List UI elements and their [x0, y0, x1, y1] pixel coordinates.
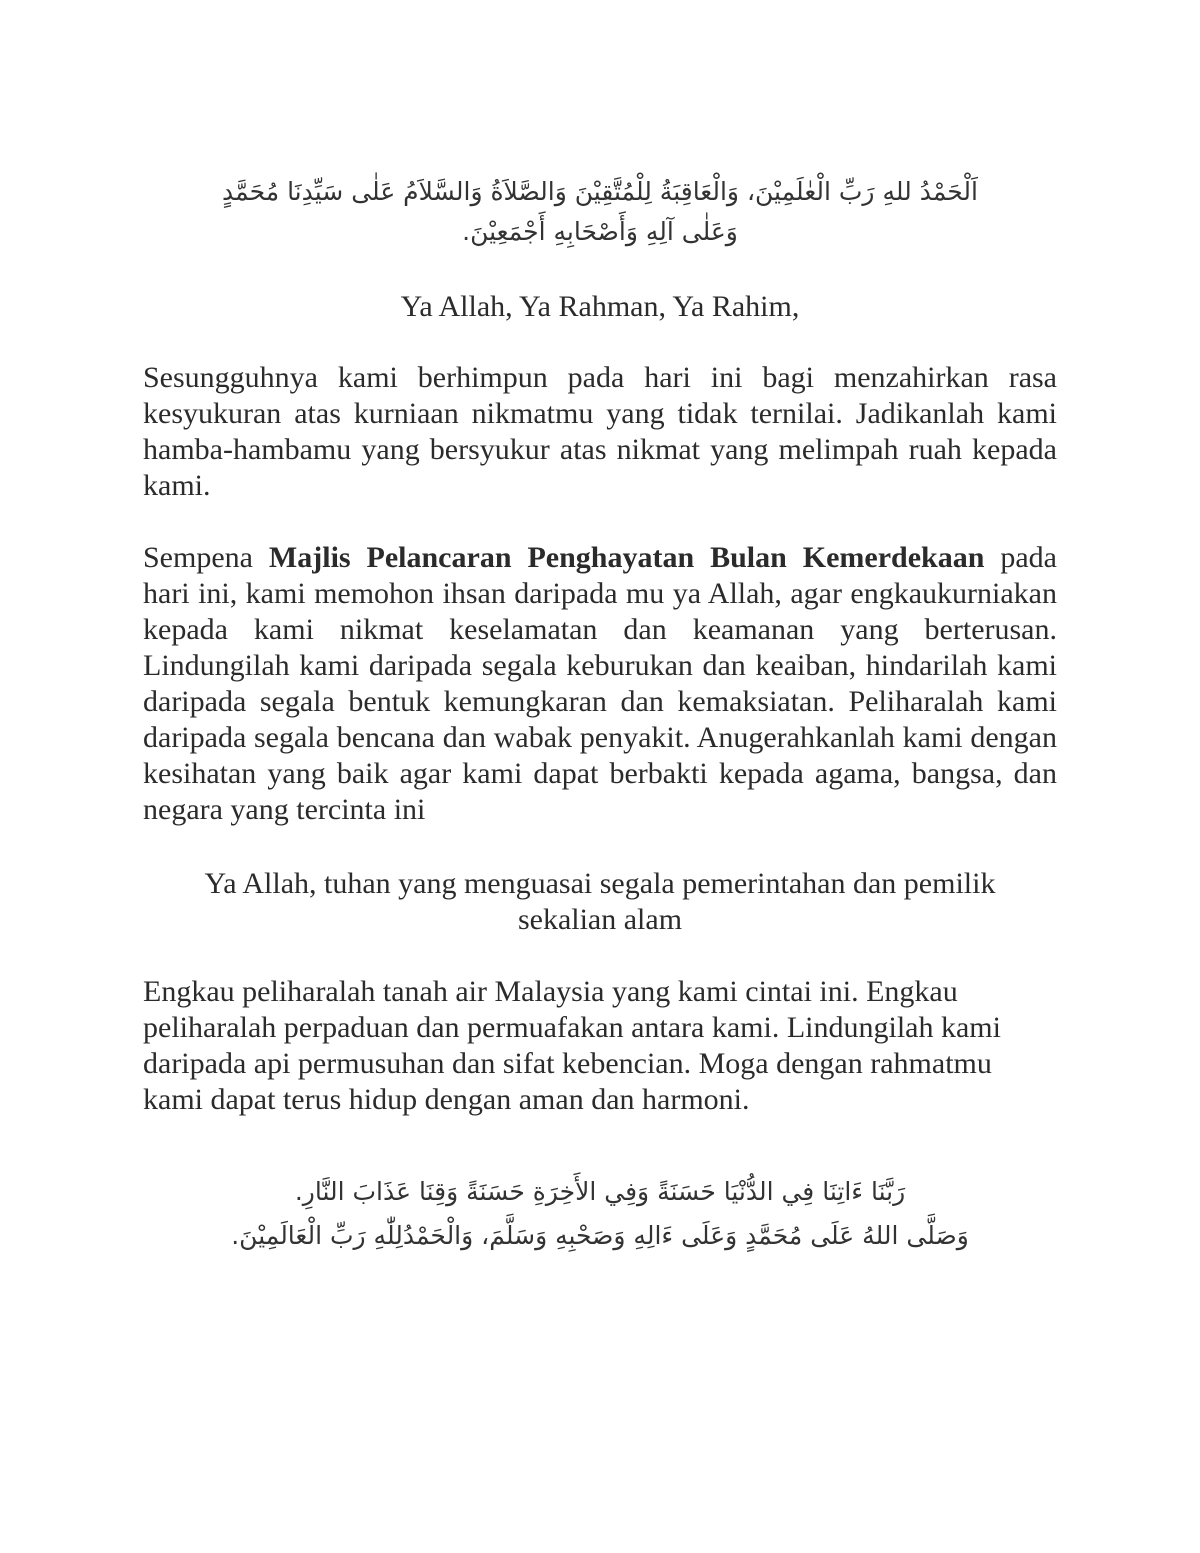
- gratitude-paragraph: Sesungguhnya kami berhimpun pada hari ini bagi menzahirkan rasa kesyukuran atas kurniaan nikmatmu yang tidak ternilai. Jadikanlah kami hamba-hambamu yang bersyukur atas nikmat yang melimpah ruah kepada kami.: [143, 361, 1057, 502]
- event-name: Majlis Pelancaran Penghayatan Bulan Kemerdekaan: [268, 541, 985, 574]
- invocation-subheading: [140, 866, 1060, 938]
- opening-dua-line-1: اَلْحَمْدُ للهِ رَبِّ الْعٰلَمِيْنَ، وَالْعَاقِبَةُ لِلْمُتَّقِيْنَ وَالصَّلاَةُ وَالسَّلاَمُ عَلٰى سَيِّدِنَا مُحَمَّدٍ: [222, 177, 978, 206]
- opening-arabic-dua: [140, 172, 1060, 252]
- prayer-line-3: daripada api permusuhan dan sifat kebencian. Moga dengan rahmatmu: [143, 1047, 992, 1080]
- independence-month-paragraph: [143, 540, 1057, 828]
- prayer-line-1: Engkau peliharalah tanah air Malaysia yang kami cintai ini. Engkau: [143, 975, 958, 1008]
- closing-arabic-dua: [140, 1170, 1060, 1258]
- prayer-line-2: peliharalah perpaduan dan permuafakan antara kami. Lindungilah kami: [143, 1011, 1001, 1044]
- paragraph-body: pada hari ini, kami memohon ihsan daripada mu ya Allah, agar engkaukurniakan kepada kami nikmat keselamatan dan keamanan yang berterusan. Lindungilah kami daripada segala keburukan dan keaiban, hindarilah kami daripada segala bentuk kemungkaran dan kemaksiatan. Peliharalah kami daripada segala bencana dan wabak penyakit. Anugerahkanlah kami dengan kesihatan yang baik agar kami dapat berbakti kepada agama, bangsa, dan negara yang tercinta ini: [143, 541, 1057, 826]
- prayer-line-4: kami dapat terus hidup dengan aman dan harmoni.: [143, 1083, 750, 1116]
- opening-dua-line-2: وَعَلٰى آلِهِ وَأَصْحَابِهِ أَجْمَعِيْنَ.: [462, 217, 738, 246]
- invocation-line-2: sekalian alam: [517, 903, 683, 936]
- invocation-line-1: Ya Allah, tuhan yang menguasai segala pemerintahan dan pemilik: [204, 867, 996, 900]
- invocation-heading: Ya Allah, Ya Rahman, Ya Rahim,: [400, 290, 800, 323]
- malaysia-prayer-paragraph: [143, 974, 1057, 1118]
- paragraph-prefix: Sempena: [143, 541, 269, 574]
- closing-dua-line-2: وَصَلَّى اللهُ عَلَى مُحَمَّدٍ وَعَلَى ءَالِهِ وَصَحْبِهِ وَسَلَّمَ، وَالْحَمْدُلِلّٰهِ رَبِّ الْعَالَمِيْنَ.: [231, 1221, 969, 1250]
- closing-dua-line-1: رَبَّنَا ءَاتِنَا فِي الدُّنْيَا حَسَنَةً وَفِي الأَخِرَةِ حَسَنَةً وَقِنَا عَذَابَ النَّارِ.: [294, 1177, 906, 1206]
